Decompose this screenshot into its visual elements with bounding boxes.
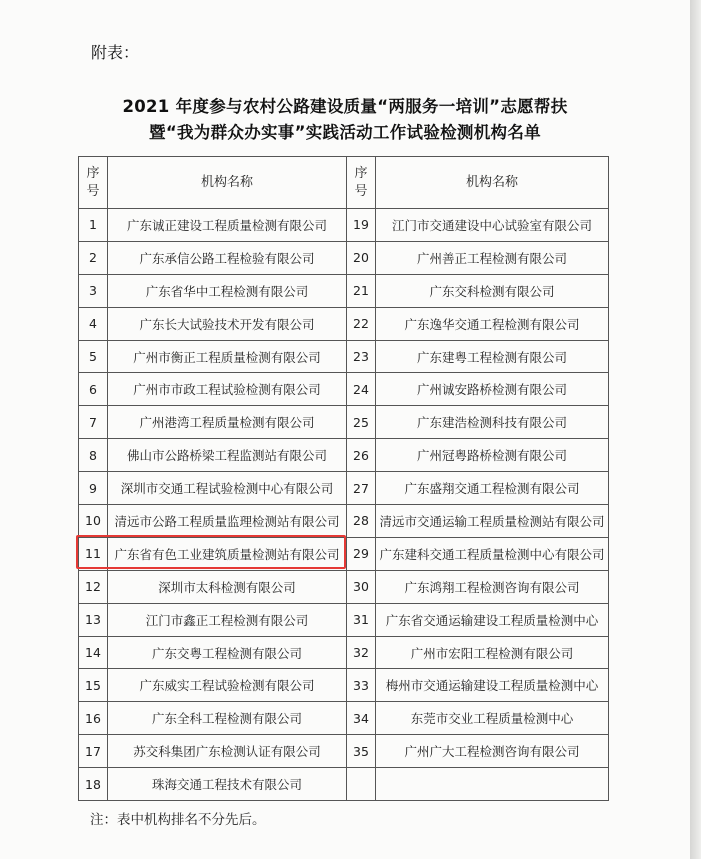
table-row [79, 373, 609, 406]
document-title-line1: 2021 年度参与农村公路建设质量“两服务一培训”志愿帮扶 [122, 97, 568, 116]
row-serial-left: 1 [79, 209, 108, 242]
row-serial-right: 30 [347, 570, 376, 603]
row-serial-right: 20 [347, 241, 376, 274]
institution-table [78, 156, 609, 801]
row-serial-right: 26 [347, 439, 376, 472]
row-institution-left: 广州港湾工程质量检测有限公司 [108, 406, 347, 439]
row-serial-right [347, 768, 376, 801]
row-institution-left: 广东省华中工程检测有限公司 [108, 274, 347, 307]
table-row [79, 340, 609, 373]
row-serial-right: 28 [347, 505, 376, 538]
row-institution-left: 广东长大试验技术开发有限公司 [108, 307, 347, 340]
row-institution-right: 广州冠粤路桥检测有限公司 [376, 439, 609, 472]
table-row [79, 439, 609, 472]
row-institution-left: 广东威实工程试验检测有限公司 [108, 669, 347, 702]
table-row [79, 505, 609, 538]
row-serial-right: 24 [347, 373, 376, 406]
table-row [79, 768, 609, 801]
annex-label: 附表： [91, 43, 140, 62]
row-serial-right: 27 [347, 472, 376, 505]
row-institution-left: 广州市市政工程试验检测有限公司 [108, 373, 347, 406]
row-serial-left: 6 [79, 373, 108, 406]
row-institution-left: 广东全科工程检测有限公司 [108, 702, 347, 735]
row-serial-left: 3 [79, 274, 108, 307]
row-serial-left: 13 [79, 603, 108, 636]
row-institution-left: 深圳市交通工程试验检测中心有限公司 [108, 472, 347, 505]
row-institution-left: 江门市鑫正工程检测有限公司 [108, 603, 347, 636]
row-serial-left: 12 [79, 570, 108, 603]
table-row [79, 209, 609, 242]
row-serial-right: 31 [347, 603, 376, 636]
table-header-row [79, 157, 609, 209]
row-institution-right: 广州市宏阳工程检测有限公司 [376, 636, 609, 669]
row-institution-right: 广东建科交通工程质量检测中心有限公司 [376, 537, 609, 570]
row-serial-right: 21 [347, 274, 376, 307]
row-serial-left: 15 [79, 669, 108, 702]
row-institution-right: 广东建浩检测科技有限公司 [376, 406, 609, 439]
row-institution-left: 佛山市公路桥梁工程监测站有限公司 [108, 439, 347, 472]
table-row [79, 603, 609, 636]
row-serial-left: 8 [79, 439, 108, 472]
row-serial-right: 19 [347, 209, 376, 242]
row-institution-right: 广东交科检测有限公司 [376, 274, 609, 307]
row-institution-right: 广州诚安路桥检测有限公司 [376, 373, 609, 406]
header-serial-right: 序 号 [347, 157, 376, 209]
row-serial-left: 16 [79, 702, 108, 735]
row-institution-right: 广州善正工程检测有限公司 [376, 241, 609, 274]
row-institution-right: 广东盛翔交通工程检测有限公司 [376, 472, 609, 505]
table-row [79, 274, 609, 307]
row-institution-right: 东莞市交业工程质量检测中心 [376, 702, 609, 735]
header-name-left: 机构名称 [108, 157, 347, 209]
row-serial-left: 10 [79, 505, 108, 538]
row-institution-right: 清远市交通运输工程质量检测站有限公司 [376, 505, 609, 538]
document-title-line2: 暨“我为群众办实事”实践活动工作试验检测机构名单 [149, 123, 541, 142]
row-institution-right: 广州广大工程检测咨询有限公司 [376, 735, 609, 768]
row-serial-left: 18 [79, 768, 108, 801]
row-institution-left: 珠海交通工程技术有限公司 [108, 768, 347, 801]
row-serial-right: 33 [347, 669, 376, 702]
row-serial-right: 34 [347, 702, 376, 735]
table-row [79, 702, 609, 735]
page-edge [690, 0, 701, 859]
row-institution-right: 广东省交通运输建设工程质量检测中心 [376, 603, 609, 636]
table-row [79, 472, 609, 505]
row-institution-left: 广东承信公路工程检验有限公司 [108, 241, 347, 274]
row-serial-right: 22 [347, 307, 376, 340]
row-serial-left: 4 [79, 307, 108, 340]
row-serial-left: 17 [79, 735, 108, 768]
row-institution-right: 梅州市交通运输建设工程质量检测中心 [376, 669, 609, 702]
footnote: 注：表中机构排名不分先后。 [90, 812, 266, 828]
row-institution-right: 广东鸿翔工程检测咨询有限公司 [376, 570, 609, 603]
row-serial-left: 14 [79, 636, 108, 669]
row-serial-right: 29 [347, 537, 376, 570]
row-institution-right: 广东建粤工程检测有限公司 [376, 340, 609, 373]
table-row [79, 570, 609, 603]
row-institution-right: 江门市交通建设中心试验室有限公司 [376, 209, 609, 242]
row-serial-left: 9 [79, 472, 108, 505]
header-serial-left: 序 号 [79, 157, 108, 209]
row-serial-left: 7 [79, 406, 108, 439]
table-row [79, 537, 609, 570]
table-row [79, 241, 609, 274]
row-serial-right: 32 [347, 636, 376, 669]
row-serial-left: 2 [79, 241, 108, 274]
table-row [79, 307, 609, 340]
row-serial-right: 23 [347, 340, 376, 373]
header-name-right: 机构名称 [376, 157, 609, 209]
table-row [79, 735, 609, 768]
row-institution-left: 广东交粤工程检测有限公司 [108, 636, 347, 669]
table-row [79, 406, 609, 439]
row-institution-left: 深圳市太科检测有限公司 [108, 570, 347, 603]
row-institution-left: 清远市公路工程质量监理检测站有限公司 [108, 505, 347, 538]
row-serial-left: 5 [79, 340, 108, 373]
row-institution-left: 广东诚正建设工程质量检测有限公司 [108, 209, 347, 242]
row-institution-left: 广州市衡正工程质量检测有限公司 [108, 340, 347, 373]
row-serial-left: 11 [79, 537, 108, 570]
row-institution-left: 苏交科集团广东检测认证有限公司 [108, 735, 347, 768]
row-serial-right: 35 [347, 735, 376, 768]
row-institution-left: 广东省有色工业建筑质量检测站有限公司 [108, 537, 347, 570]
table-row [79, 669, 609, 702]
row-serial-right: 25 [347, 406, 376, 439]
row-institution-right [376, 768, 609, 801]
table-row [79, 636, 609, 669]
row-institution-right: 广东逸华交通工程检测有限公司 [376, 307, 609, 340]
